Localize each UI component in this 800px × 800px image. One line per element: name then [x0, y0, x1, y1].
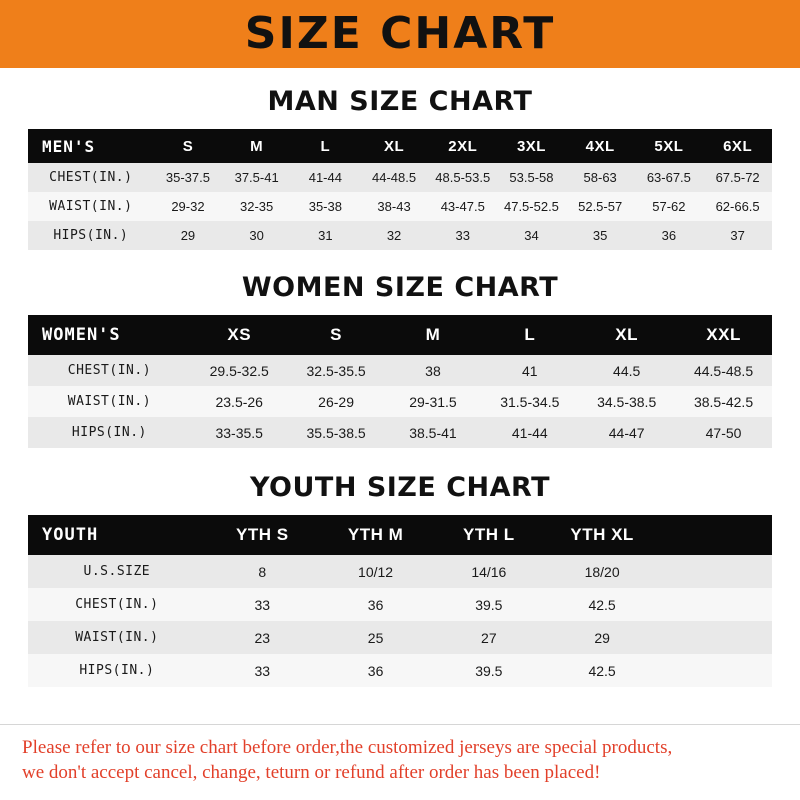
women-col-2: M — [385, 315, 482, 355]
men-cell-2-0: 29 — [154, 221, 223, 250]
women-corner-label: WOMEN'S — [28, 315, 191, 355]
women-cell-2-0: 33-35.5 — [191, 417, 288, 448]
youth-cell-1-0: 33 — [206, 588, 319, 621]
men-corner-label: MEN'S — [28, 129, 154, 163]
men-col-7: 5XL — [635, 129, 704, 163]
women-cell-1-5: 38.5-42.5 — [675, 386, 772, 417]
youth-table-head — [28, 515, 772, 555]
men-cell-0-7: 63-67.5 — [635, 163, 704, 192]
men-col-1: M — [222, 129, 291, 163]
table-row — [28, 654, 772, 687]
youth-corner-label: YOUTH — [28, 515, 206, 555]
men-col-4: 2XL — [428, 129, 497, 163]
youth-cell-3-2: 39.5 — [432, 654, 545, 687]
men-section-title: MAN SIZE CHART — [267, 86, 533, 117]
women-col-0: XS — [191, 315, 288, 355]
women-col-1: S — [288, 315, 385, 355]
women-cell-2-5: 47-50 — [675, 417, 772, 448]
youth-col-1: YTH M — [319, 515, 432, 555]
youth-cell-3-1: 36 — [319, 654, 432, 687]
men-size-table — [28, 129, 772, 250]
men-col-5: 3XL — [497, 129, 566, 163]
men-cell-2-3: 32 — [360, 221, 429, 250]
women-cell-2-1: 35.5-38.5 — [288, 417, 385, 448]
men-cell-0-6: 58-63 — [566, 163, 635, 192]
page-title: SIZE CHART — [244, 8, 556, 59]
youth-cell-0-3: 18/20 — [545, 555, 658, 588]
youth-cell-3-0: 33 — [206, 654, 319, 687]
women-cell-1-2: 29-31.5 — [385, 386, 482, 417]
women-col-5: XXL — [675, 315, 772, 355]
women-col-3: L — [481, 315, 578, 355]
men-cell-2-6: 35 — [566, 221, 635, 250]
youth-row-label-2: WAIST(IN.) — [28, 621, 206, 654]
youth-col-4 — [659, 515, 772, 555]
women-cell-0-4: 44.5 — [578, 355, 675, 386]
table-row — [28, 163, 772, 192]
men-cell-0-5: 53.5-58 — [497, 163, 566, 192]
men-cell-0-1: 37.5-41 — [222, 163, 291, 192]
men-col-6: 4XL — [566, 129, 635, 163]
table-row — [28, 386, 772, 417]
men-cell-1-7: 57-62 — [635, 192, 704, 221]
youth-cell-2-0: 23 — [206, 621, 319, 654]
men-cell-2-7: 36 — [635, 221, 704, 250]
table-header-row — [28, 515, 772, 555]
men-cell-2-2: 31 — [291, 221, 360, 250]
youth-table-body — [28, 555, 772, 687]
youth-cell-2-3: 29 — [545, 621, 658, 654]
youth-cell-2-4 — [659, 621, 772, 654]
women-section-title: WOMEN SIZE CHART — [241, 272, 559, 303]
table-row — [28, 355, 772, 386]
youth-cell-1-3: 42.5 — [545, 588, 658, 621]
table-row — [28, 621, 772, 654]
women-cell-2-4: 44-47 — [578, 417, 675, 448]
men-col-0: S — [154, 129, 223, 163]
men-cell-0-0: 35-37.5 — [154, 163, 223, 192]
youth-cell-2-2: 27 — [432, 621, 545, 654]
youth-cell-0-2: 14/16 — [432, 555, 545, 588]
table-row — [28, 555, 772, 588]
youth-row-label-0: U.S.SIZE — [28, 555, 206, 588]
men-row-label-1: WAIST(IN.) — [28, 192, 154, 221]
women-table-head — [28, 315, 772, 355]
table-row — [28, 417, 772, 448]
youth-col-2: YTH L — [432, 515, 545, 555]
men-cell-2-5: 34 — [497, 221, 566, 250]
table-header-row — [28, 315, 772, 355]
women-cell-1-1: 26-29 — [288, 386, 385, 417]
men-cell-0-8: 67.5-72 — [703, 163, 772, 192]
youth-cell-2-1: 25 — [319, 621, 432, 654]
women-row-label-2: HIPS(IN.) — [28, 417, 191, 448]
men-row-label-2: HIPS(IN.) — [28, 221, 154, 250]
footer-note — [0, 724, 800, 800]
men-cell-2-1: 30 — [222, 221, 291, 250]
women-cell-1-3: 31.5-34.5 — [481, 386, 578, 417]
men-cell-1-6: 52.5-57 — [566, 192, 635, 221]
youth-cell-1-4 — [659, 588, 772, 621]
youth-section-title: YOUTH SIZE CHART — [249, 472, 551, 503]
women-cell-0-0: 29.5-32.5 — [191, 355, 288, 386]
men-cell-1-8: 62-66.5 — [703, 192, 772, 221]
men-col-8: 6XL — [703, 129, 772, 163]
footer-note-line-1: Please refer to our size chart before order,the customized jerseys are special products, — [22, 736, 673, 758]
youth-cell-1-1: 36 — [319, 588, 432, 621]
men-cell-0-2: 41-44 — [291, 163, 360, 192]
youth-col-3: YTH XL — [545, 515, 658, 555]
women-cell-2-3: 41-44 — [481, 417, 578, 448]
women-cell-0-1: 32.5-35.5 — [288, 355, 385, 386]
women-table-body — [28, 355, 772, 448]
women-cell-1-0: 23.5-26 — [191, 386, 288, 417]
youth-row-label-1: CHEST(IN.) — [28, 588, 206, 621]
table-row — [28, 192, 772, 221]
youth-row-label-3: HIPS(IN.) — [28, 654, 206, 687]
men-col-2: L — [291, 129, 360, 163]
youth-cell-0-4 — [659, 555, 772, 588]
header-banner — [0, 0, 800, 68]
youth-size-table — [28, 515, 772, 687]
youth-cell-3-3: 42.5 — [545, 654, 658, 687]
men-cell-2-4: 33 — [428, 221, 497, 250]
men-cell-1-4: 43-47.5 — [428, 192, 497, 221]
men-cell-0-3: 44-48.5 — [360, 163, 429, 192]
women-cell-2-2: 38.5-41 — [385, 417, 482, 448]
women-row-label-0: CHEST(IN.) — [28, 355, 191, 386]
women-col-4: XL — [578, 315, 675, 355]
footer-note-line-2: we don't accept cancel, change, teturn or refund after order has been placed! — [22, 762, 601, 784]
women-cell-0-3: 41 — [481, 355, 578, 386]
youth-cell-0-0: 8 — [206, 555, 319, 588]
youth-cell-3-4 — [659, 654, 772, 687]
men-cell-1-3: 38-43 — [360, 192, 429, 221]
chart-content — [0, 68, 800, 724]
table-row — [28, 221, 772, 250]
women-size-table — [28, 315, 772, 448]
men-cell-0-4: 48.5-53.5 — [428, 163, 497, 192]
table-row — [28, 588, 772, 621]
men-col-3: XL — [360, 129, 429, 163]
men-table-head — [28, 129, 772, 163]
men-cell-1-1: 32-35 — [222, 192, 291, 221]
men-cell-1-5: 47.5-52.5 — [497, 192, 566, 221]
women-cell-0-2: 38 — [385, 355, 482, 386]
women-row-label-1: WAIST(IN.) — [28, 386, 191, 417]
men-table-body — [28, 163, 772, 250]
youth-cell-1-2: 39.5 — [432, 588, 545, 621]
men-cell-1-0: 29-32 — [154, 192, 223, 221]
youth-col-0: YTH S — [206, 515, 319, 555]
men-cell-2-8: 37 — [703, 221, 772, 250]
table-header-row — [28, 129, 772, 163]
men-row-label-0: CHEST(IN.) — [28, 163, 154, 192]
women-cell-1-4: 34.5-38.5 — [578, 386, 675, 417]
men-cell-1-2: 35-38 — [291, 192, 360, 221]
youth-cell-0-1: 10/12 — [319, 555, 432, 588]
women-cell-0-5: 44.5-48.5 — [675, 355, 772, 386]
